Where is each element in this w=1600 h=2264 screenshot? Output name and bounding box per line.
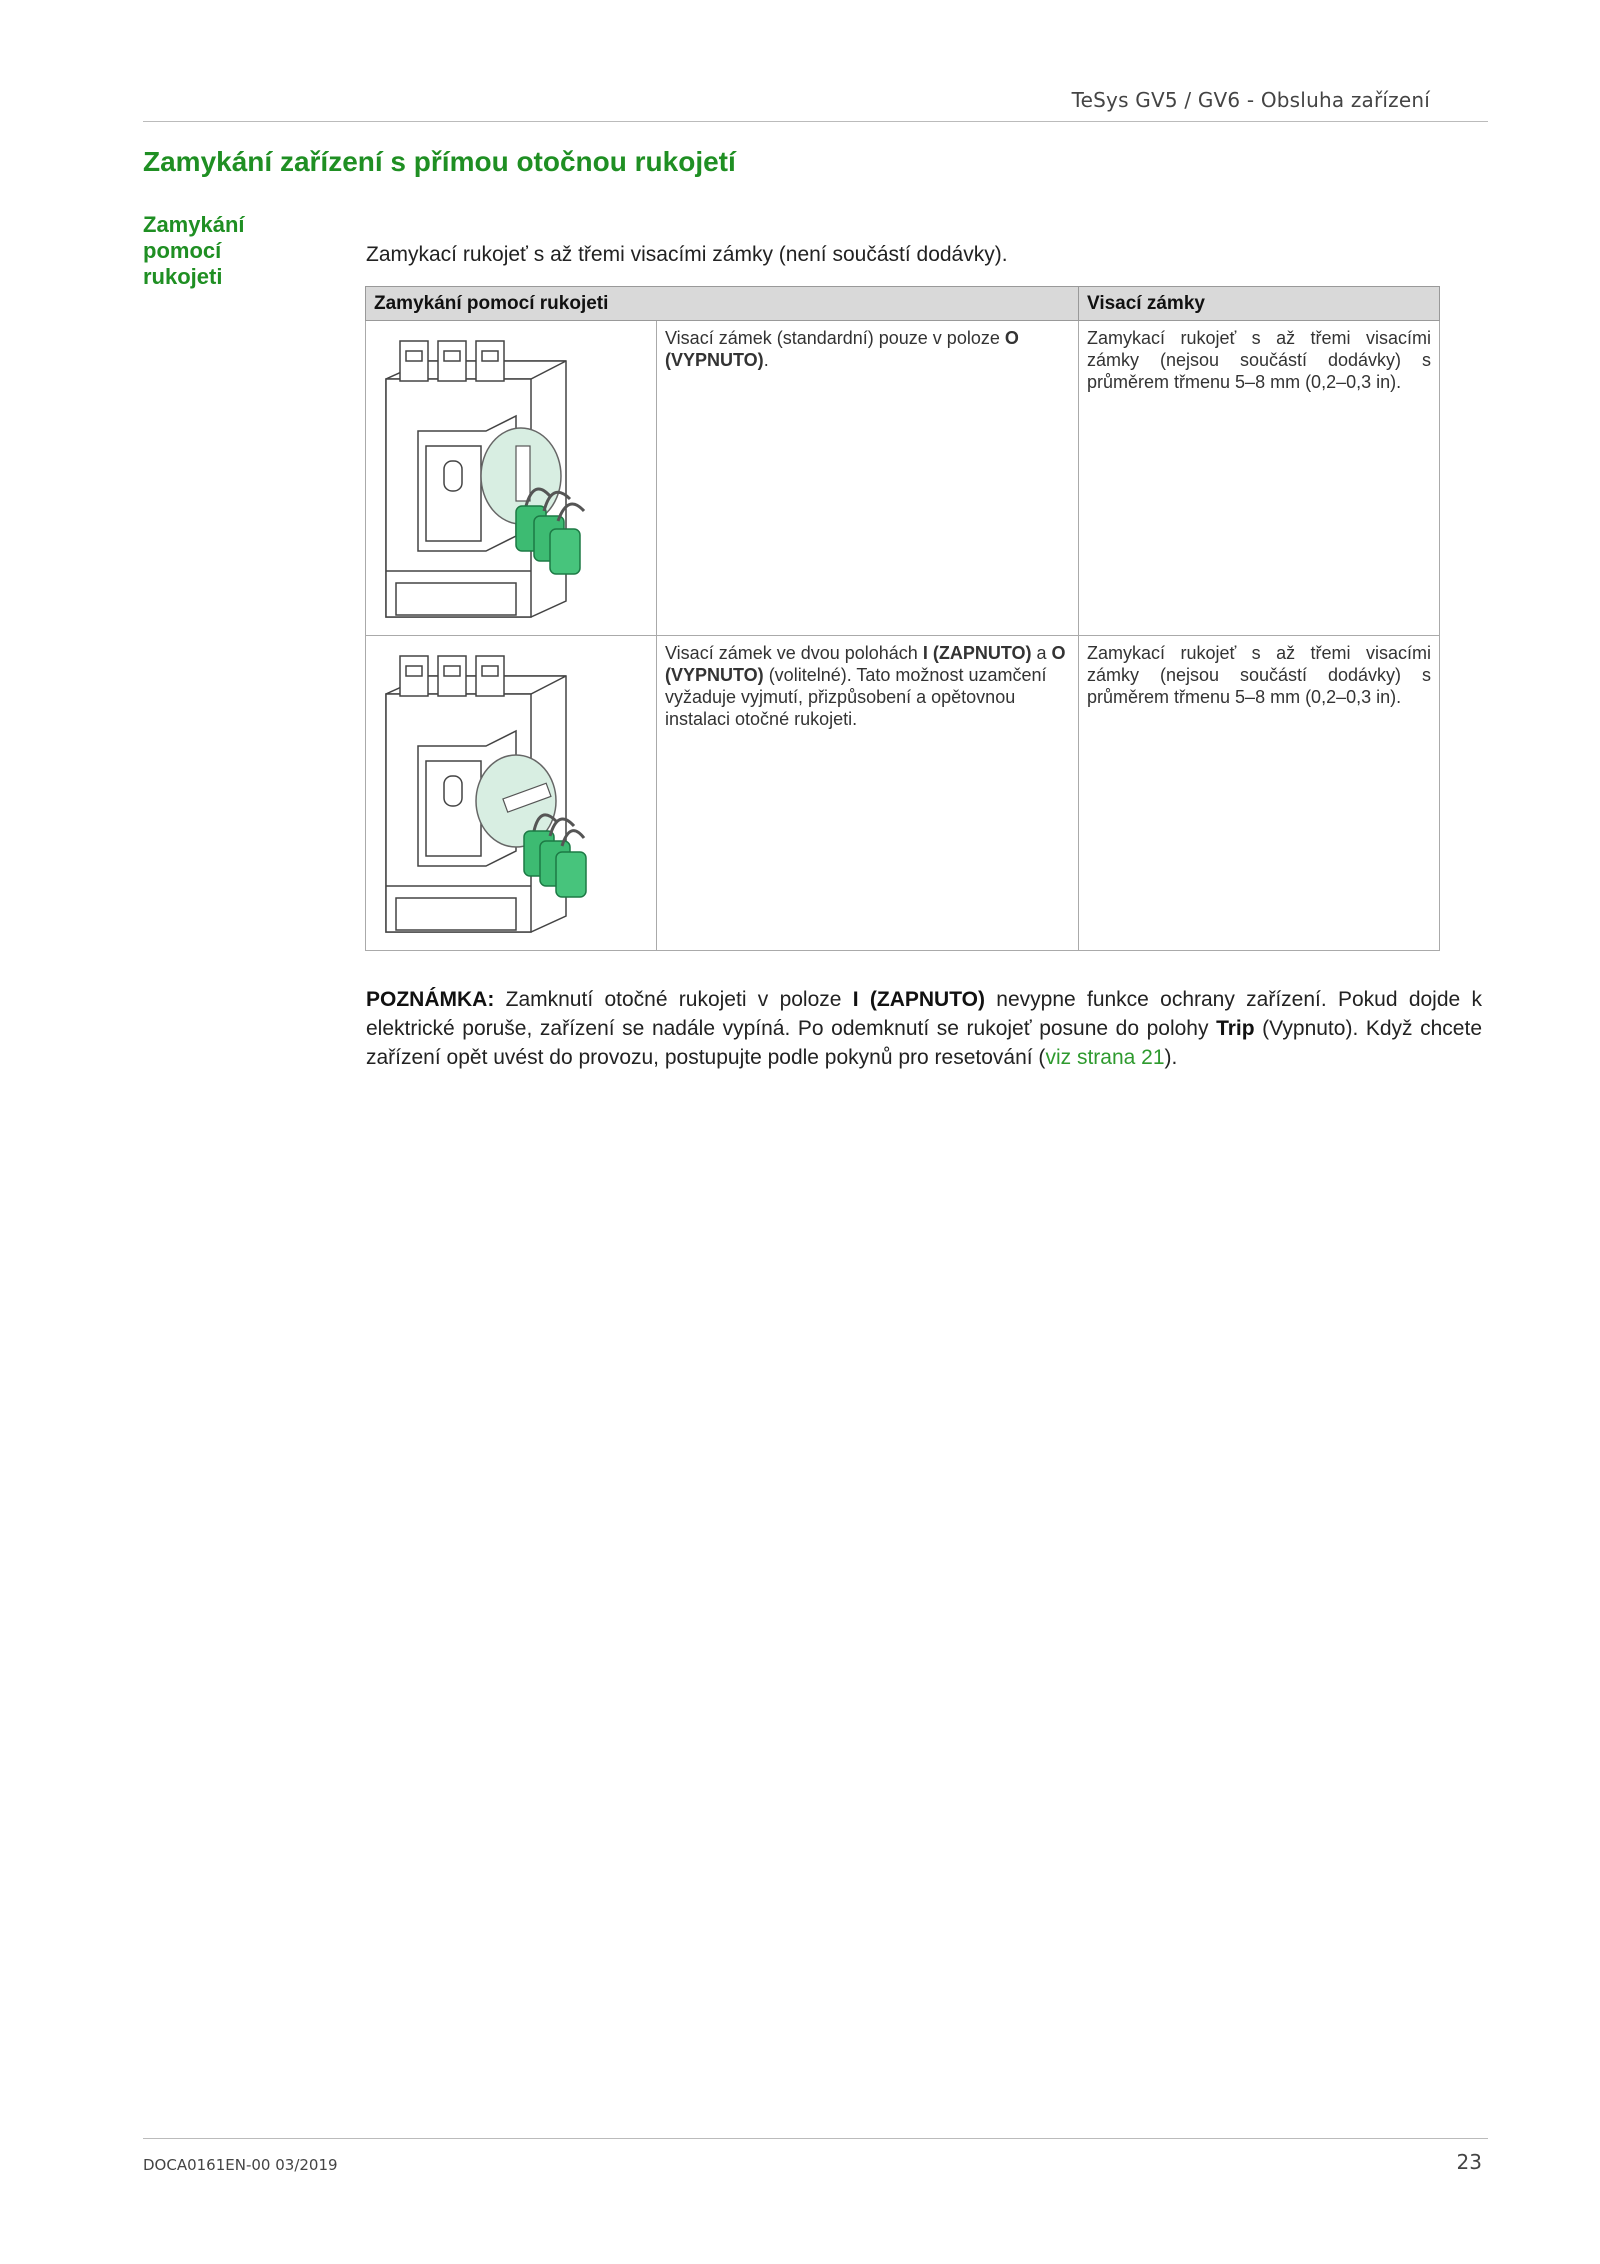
column-header-padlocks: Visací zámky — [1079, 287, 1440, 321]
header-divider — [143, 121, 1488, 122]
circuit-breaker-locked-on-off-illustration — [366, 636, 656, 950]
page-title: Zamykání zařízení s přímou otočnou rukojetí — [143, 146, 736, 177]
note-text: (Vypnuto). Když chcete zařízení opět uvést do provozu, postupujte podle pokynů pro resetování ( — [366, 1017, 1482, 1069]
note-paragraph — [366, 985, 1482, 1072]
desc-bold: O (VYPNUTO) — [665, 328, 1019, 370]
intro-text: Zamykací rukojeť s až třemi visacími zámky (není součástí dodávky). — [366, 243, 1008, 266]
padlock-description: Zamykací rukojeť s až třemi visacími zámky (nejsou součástí dodávky) s průměrem třmenu 5–8 mm (0,2–0,3 in). — [1079, 636, 1440, 951]
desc-text: Visací zámek (standardní) pouze v poloze — [665, 328, 1005, 348]
desc-text: a — [1031, 643, 1052, 663]
page-reference-link[interactable]: viz strana 21 — [1045, 1046, 1165, 1069]
page-number: 23 — [1456, 2150, 1482, 2174]
column-header-locking: Zamykání pomocí rukojeti — [366, 287, 1079, 321]
circuit-breaker-locked-off-illustration — [366, 321, 656, 635]
desc-bold: I (ZAPNUTO) — [922, 643, 1032, 663]
desc-text: . — [763, 350, 769, 370]
note-bold: Trip — [1216, 1017, 1255, 1040]
note-bold: I (ZAPNUTO) — [852, 988, 985, 1011]
desc-bold: O (VYPNUTO) — [665, 643, 1066, 685]
image-cell — [366, 636, 657, 951]
note-label: POZNÁMKA: — [366, 988, 495, 1011]
note-text: nevypne funkce ochrany zařízení. Pokud dojde k elektrické poruše, zařízení se nadále vypíná. Po odemknutí se rukojeť posune do polohy — [366, 988, 1482, 1040]
padlock-description: Zamykací rukojeť s až třemi visacími zámky (nejsou součástí dodávky) s průměrem třmenu 5–8 mm (0,2–0,3 in). — [1079, 321, 1440, 636]
table-row — [366, 636, 1440, 951]
side-heading: Zamykání pomocí rukojeti — [143, 212, 245, 289]
locking-description — [657, 636, 1079, 951]
locking-table — [365, 286, 1440, 951]
note-text: Zamknutí otočné rukojeti v poloze — [494, 988, 853, 1011]
table-header-row — [366, 287, 1440, 321]
header-title: TeSys GV5 / GV6 - Obsluha zařízení — [1071, 88, 1430, 112]
note-text: ). — [1164, 1046, 1178, 1069]
locking-description — [657, 321, 1079, 636]
desc-text: Visací zámek ve dvou polohách — [665, 643, 923, 663]
desc-text: (volitelné). Tato možnost uzamčení vyžaduje vyjmutí, přizpůsobení a opětovnou instalaci otočné rukojeti. — [665, 665, 1047, 729]
table-row — [366, 321, 1440, 636]
footer-divider — [143, 2138, 1488, 2139]
image-cell — [366, 321, 657, 636]
footer-document-id: DOCA0161EN-00 03/2019 — [143, 2156, 338, 2174]
